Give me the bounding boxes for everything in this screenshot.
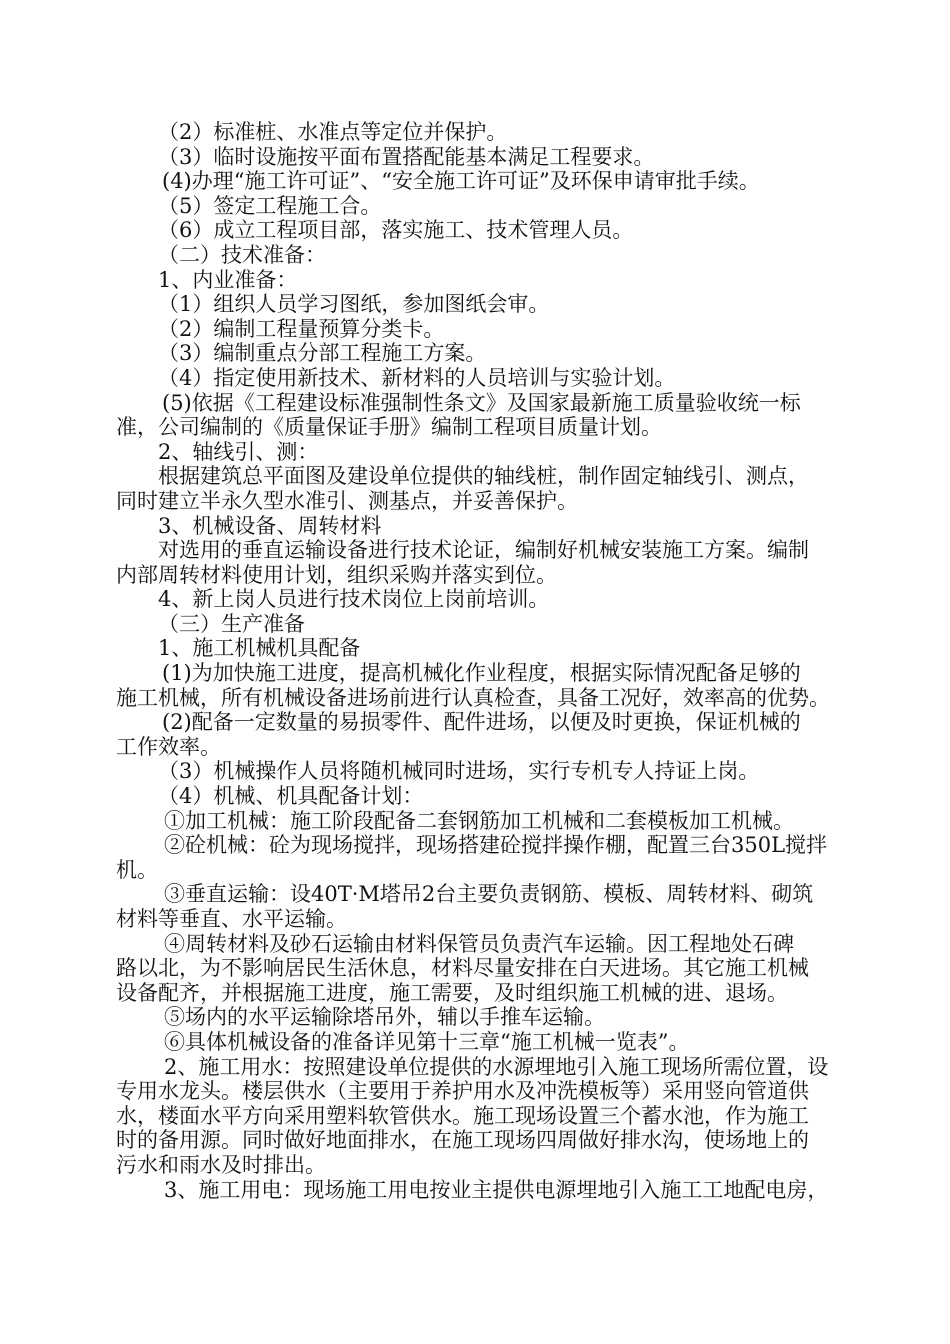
subsection-heading: 1、施工机械机具配备 — [158, 636, 361, 661]
paragraph-line: （2）标准桩、水准点等定位并保护。 — [158, 120, 508, 144]
paragraph-line: （4）指定使用新技术、新材料的人员培训与实验计划。 — [158, 365, 676, 390]
paragraph-line: 内部周转材料使用计划，组织采购并落实到位。 — [116, 562, 557, 587]
paragraph-line: 同时建立半永久型水准引、测基点，并妥善保护。 — [116, 488, 578, 513]
paragraph-line: 2、施工用水：按照建设单位提供的水源埋地引入施工现场所需位置，设 — [164, 1054, 829, 1079]
subsection-heading: 2、轴线引、测： — [158, 439, 319, 464]
paragraph-line: 施工机械，所有机械设备进场前进行认真检查，具备工况好，效率高的优势。 — [116, 685, 830, 710]
paragraph-line: 工作效率。 — [116, 734, 221, 759]
subsection-heading: 1、内业准备： — [158, 267, 298, 292]
subsection-heading: 3、机械设备、周转材料 — [158, 513, 382, 538]
paragraph-line: 水，楼面水平方向采用塑料软管供水。施工现场设置三个蓄水池，作为施工 — [116, 1103, 809, 1128]
paragraph-line: 专用水龙头。楼层供水（主要用于养护用水及冲洗模板等）采用竖向管道供 — [116, 1079, 809, 1104]
paragraph-line: （3）机械操作人员将随机械同时进场，实行专机专人持证上岗。 — [158, 759, 760, 784]
paragraph-line: （1）组织人员学习图纸，参加图纸会审。 — [158, 292, 550, 317]
paragraph-line: （4）机械、机具配备计划： — [158, 784, 424, 809]
paragraph-line: （3）编制重点分部工程施工方案。 — [158, 341, 487, 366]
paragraph-line: ②砼机械：砼为现场搅拌，现场搭建砼搅拌操作棚，配置三台350L搅拌 — [164, 833, 828, 858]
paragraph-line: 根据建筑总平面图及建设单位提供的轴线桩，制作固定轴线引、测点， — [158, 464, 809, 489]
paragraph-line: 设备配齐，并根据施工进度，施工需要，及时组织施工机械的进、退场。 — [116, 980, 788, 1005]
paragraph-line: 3、施工用电：现场施工用电按业主提供电源埋地引入施工工地配电房， — [164, 1177, 829, 1202]
paragraph-line: ④周转材料及砂石运输由材料保管员负责汽车运输。因工程地处石碑 — [164, 931, 794, 956]
paragraph-line: 4、新上岗人员进行技术岗位上岗前培训。 — [158, 587, 550, 612]
paragraph-line: 对选用的垂直运输设备进行技术论证，编制好机械安装施工方案。编制 — [158, 538, 809, 563]
paragraph-line: ①加工机械：施工阶段配备二套钢筋加工机械和二套模板加工机械。 — [164, 808, 794, 833]
paragraph-line: (1)为加快施工进度，提高机械化作业程度，根据实际情况配备足够的 — [162, 661, 801, 686]
paragraph-line: （3）临时设施按平面布置搭配能基本满足工程要求。 — [158, 144, 655, 169]
paragraph-line: 污水和雨水及时排出。 — [116, 1152, 326, 1177]
paragraph-line: （6）成立工程项目部，落实施工、技术管理人员。 — [158, 218, 634, 243]
paragraph-line: (2)配备一定数量的易损零件、配件进场，以便及时更换，保证机械的 — [162, 710, 801, 735]
document-body — [116, 120, 836, 1202]
paragraph-line: （5）签定工程施工合。 — [158, 193, 382, 218]
paragraph-line: 路以北，为不影响居民生活休息，材料尽量安排在白天进场。其它施工机械 — [116, 956, 809, 981]
paragraph-line: ⑤场内的水平运输除塔吊外，辅以手推车运输。 — [164, 1005, 605, 1030]
paragraph-line: 准，公司编制的《质量保证手册》编制工程项目质量计划。 — [116, 415, 662, 440]
section-heading: （二）技术准备： — [158, 242, 326, 267]
paragraph-line: ⑥具体机械设备的准备详见第十三章“施工机械一览表”。 — [164, 1029, 690, 1054]
paragraph-line: （2）编制工程量预算分类卡。 — [158, 316, 445, 341]
paragraph-line: 时的备用源。同时做好地面排水，在施工现场四周做好排水沟，使场地上的 — [116, 1128, 809, 1153]
paragraph-line: (5)依据《工程建设标准强制性条文》及国家最新施工质量验收统一标 — [162, 390, 801, 415]
paragraph-line: 机。 — [116, 857, 158, 882]
paragraph-line: (4)办理“施工许可证”、“安全施工许可证”及环保申请审批手续。 — [162, 169, 760, 194]
paragraph-line: 材料等垂直、水平运输。 — [116, 907, 347, 931]
paragraph-line: ③垂直运输：设40T·M塔吊2台主要负责钢筋、模板、周转材料、砌筑 — [164, 882, 814, 907]
section-heading: （三）生产准备 — [158, 611, 305, 636]
